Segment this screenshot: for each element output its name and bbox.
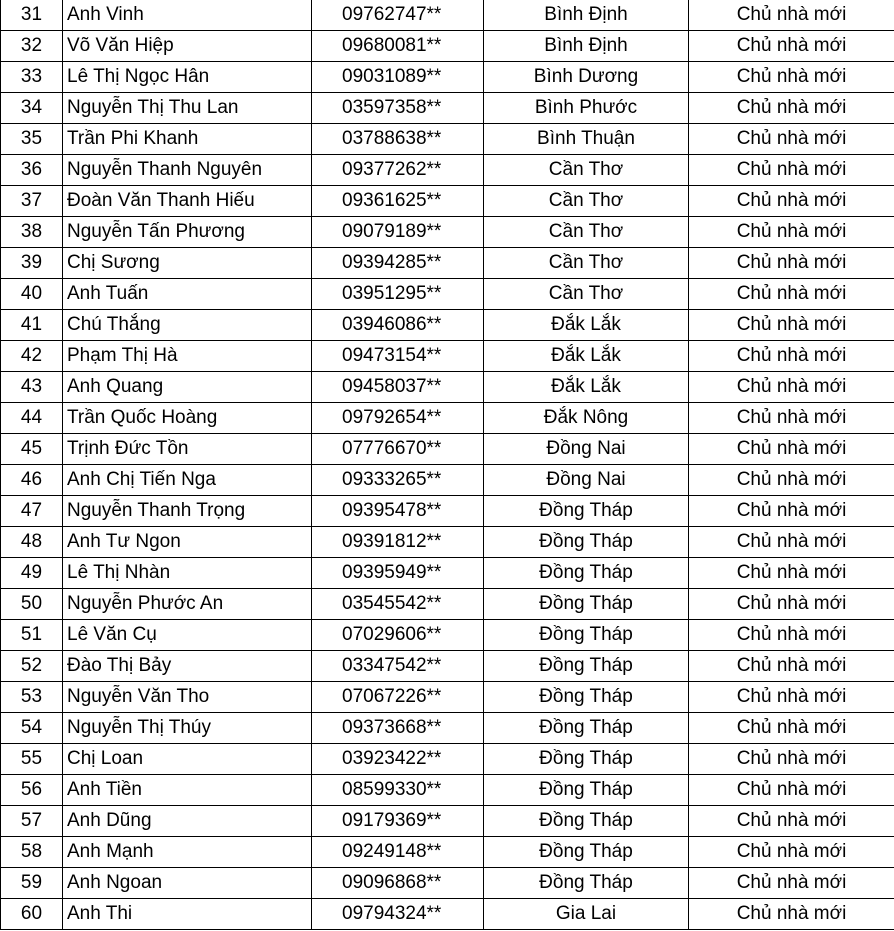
- customer-name-cell: Nguyễn Thị Thu Lan: [63, 93, 312, 124]
- customer-type-cell: Chủ nhà mới: [689, 31, 894, 62]
- table-row: [1, 310, 894, 341]
- row-number-cell: 36: [1, 155, 63, 186]
- row-number-cell: 46: [1, 465, 63, 496]
- phone-number-cell: 03545542**: [312, 589, 484, 620]
- customer-name-cell: Chú Thắng: [63, 310, 312, 341]
- customer-name-cell: Anh Mạnh: [63, 837, 312, 868]
- phone-number-cell: 03788638**: [312, 124, 484, 155]
- table-row: [1, 713, 894, 744]
- phone-number-cell: 09395949**: [312, 558, 484, 589]
- phone-number-cell: 09473154**: [312, 341, 484, 372]
- row-number-cell: 41: [1, 310, 63, 341]
- table-row: [1, 682, 894, 713]
- province-cell: Đồng Tháp: [484, 589, 689, 620]
- row-number-cell: 38: [1, 217, 63, 248]
- row-number-cell: 56: [1, 775, 63, 806]
- row-number-cell: 52: [1, 651, 63, 682]
- customer-name-cell: Nguyễn Tấn Phương: [63, 217, 312, 248]
- table-row: [1, 31, 894, 62]
- province-cell: Đồng Tháp: [484, 682, 689, 713]
- customer-type-cell: Chủ nhà mới: [689, 899, 894, 930]
- row-number-cell: 53: [1, 682, 63, 713]
- table-row: [1, 155, 894, 186]
- province-cell: Đắk Lắk: [484, 372, 689, 403]
- province-cell: Đồng Tháp: [484, 651, 689, 682]
- customer-name-cell: Chị Loan: [63, 744, 312, 775]
- province-cell: Cần Thơ: [484, 186, 689, 217]
- phone-number-cell: 09361625**: [312, 186, 484, 217]
- customer-name-cell: Anh Chị Tiến Nga: [63, 465, 312, 496]
- row-number-cell: 58: [1, 837, 63, 868]
- customer-name-cell: Lê Thị Ngọc Hân: [63, 62, 312, 93]
- phone-number-cell: 09680081**: [312, 31, 484, 62]
- customer-name-cell: Võ Văn Hiệp: [63, 31, 312, 62]
- province-cell: Đắk Lắk: [484, 341, 689, 372]
- customer-name-cell: Anh Tuấn: [63, 279, 312, 310]
- row-number-cell: 34: [1, 93, 63, 124]
- customer-type-cell: Chủ nhà mới: [689, 620, 894, 651]
- phone-number-cell: 07067226**: [312, 682, 484, 713]
- customer-type-cell: Chủ nhà mới: [689, 651, 894, 682]
- table-row: [1, 744, 894, 775]
- customer-type-cell: Chủ nhà mới: [689, 155, 894, 186]
- customer-type-cell: Chủ nhà mới: [689, 93, 894, 124]
- row-number-cell: 45: [1, 434, 63, 465]
- customer-name-cell: Anh Thi: [63, 899, 312, 930]
- customer-type-cell: Chủ nhà mới: [689, 248, 894, 279]
- customer-name-cell: Đoàn Văn Thanh Hiếu: [63, 186, 312, 217]
- table-row: [1, 868, 894, 899]
- customer-name-cell: Trần Quốc Hoàng: [63, 403, 312, 434]
- row-number-cell: 33: [1, 62, 63, 93]
- row-number-cell: 51: [1, 620, 63, 651]
- province-cell: Đắk Nông: [484, 403, 689, 434]
- customer-name-cell: Anh Dũng: [63, 806, 312, 837]
- row-number-cell: 31: [1, 0, 63, 31]
- customer-type-cell: Chủ nhà mới: [689, 62, 894, 93]
- phone-number-cell: 09395478**: [312, 496, 484, 527]
- province-cell: Đồng Tháp: [484, 558, 689, 589]
- table-row: [1, 124, 894, 155]
- table-row: [1, 620, 894, 651]
- customer-name-cell: Anh Vinh: [63, 0, 312, 31]
- table-row: [1, 372, 894, 403]
- table-row: [1, 341, 894, 372]
- phone-number-cell: 09391812**: [312, 527, 484, 558]
- province-cell: Bình Định: [484, 0, 689, 31]
- province-cell: Đồng Nai: [484, 434, 689, 465]
- table-row: [1, 217, 894, 248]
- customer-type-cell: Chủ nhà mới: [689, 558, 894, 589]
- customer-type-cell: Chủ nhà mới: [689, 0, 894, 31]
- province-cell: Đồng Tháp: [484, 868, 689, 899]
- row-number-cell: 39: [1, 248, 63, 279]
- row-number-cell: 54: [1, 713, 63, 744]
- customer-name-cell: Nguyễn Thanh Nguyên: [63, 155, 312, 186]
- row-number-cell: 35: [1, 124, 63, 155]
- phone-number-cell: 09762747**: [312, 0, 484, 31]
- province-cell: Đồng Tháp: [484, 744, 689, 775]
- customer-type-cell: Chủ nhà mới: [689, 372, 894, 403]
- table-row: [1, 558, 894, 589]
- phone-number-cell: 03597358**: [312, 93, 484, 124]
- phone-number-cell: 09031089**: [312, 62, 484, 93]
- customer-type-cell: Chủ nhà mới: [689, 403, 894, 434]
- customer-name-cell: Anh Tư Ngon: [63, 527, 312, 558]
- customer-type-cell: Chủ nhà mới: [689, 434, 894, 465]
- customer-name-cell: Anh Tiền: [63, 775, 312, 806]
- phone-number-cell: 09333265**: [312, 465, 484, 496]
- phone-number-cell: 03951295**: [312, 279, 484, 310]
- customer-type-cell: Chủ nhà mới: [689, 279, 894, 310]
- row-number-cell: 40: [1, 279, 63, 310]
- customer-type-cell: Chủ nhà mới: [689, 465, 894, 496]
- customer-type-cell: Chủ nhà mới: [689, 217, 894, 248]
- table-row: [1, 403, 894, 434]
- phone-number-cell: 09377262**: [312, 155, 484, 186]
- customer-type-cell: Chủ nhà mới: [689, 589, 894, 620]
- province-cell: Bình Dương: [484, 62, 689, 93]
- customer-type-cell: Chủ nhà mới: [689, 186, 894, 217]
- table-row: [1, 651, 894, 682]
- province-cell: Cần Thơ: [484, 279, 689, 310]
- province-cell: Đắk Lắk: [484, 310, 689, 341]
- table-row: [1, 434, 894, 465]
- province-cell: Đồng Nai: [484, 465, 689, 496]
- phone-number-cell: 09373668**: [312, 713, 484, 744]
- province-cell: Bình Phước: [484, 93, 689, 124]
- province-cell: Cần Thơ: [484, 217, 689, 248]
- province-cell: Gia Lai: [484, 899, 689, 930]
- table-row: [1, 279, 894, 310]
- table-row: [1, 186, 894, 217]
- table-row: [1, 837, 894, 868]
- province-cell: Bình Thuận: [484, 124, 689, 155]
- phone-number-cell: 03347542**: [312, 651, 484, 682]
- row-number-cell: 37: [1, 186, 63, 217]
- customer-name-cell: Trịnh Đức Tồn: [63, 434, 312, 465]
- customer-type-cell: Chủ nhà mới: [689, 868, 894, 899]
- phone-number-cell: 07029606**: [312, 620, 484, 651]
- row-number-cell: 49: [1, 558, 63, 589]
- customer-name-cell: Lê Thị Nhàn: [63, 558, 312, 589]
- row-number-cell: 48: [1, 527, 63, 558]
- customer-name-cell: Lê Văn Cụ: [63, 620, 312, 651]
- customer-type-cell: Chủ nhà mới: [689, 744, 894, 775]
- customer-type-cell: Chủ nhà mới: [689, 713, 894, 744]
- phone-number-cell: 09458037**: [312, 372, 484, 403]
- customer-name-cell: Nguyễn Phước An: [63, 589, 312, 620]
- customer-name-cell: Nguyễn Văn Tho: [63, 682, 312, 713]
- province-cell: Đồng Tháp: [484, 775, 689, 806]
- customer-type-cell: Chủ nhà mới: [689, 496, 894, 527]
- table-row: [1, 496, 894, 527]
- table-row: [1, 899, 894, 930]
- customer-type-cell: Chủ nhà mới: [689, 682, 894, 713]
- customer-type-cell: Chủ nhà mới: [689, 341, 894, 372]
- row-number-cell: 47: [1, 496, 63, 527]
- province-cell: Cần Thơ: [484, 248, 689, 279]
- phone-number-cell: 09792654**: [312, 403, 484, 434]
- province-cell: Đồng Tháp: [484, 620, 689, 651]
- table-body: [1, 0, 894, 930]
- phone-number-cell: 03923422**: [312, 744, 484, 775]
- table-row: [1, 465, 894, 496]
- customer-name-cell: Nguyễn Thanh Trọng: [63, 496, 312, 527]
- customer-type-cell: Chủ nhà mới: [689, 310, 894, 341]
- table-row: [1, 248, 894, 279]
- customer-type-cell: Chủ nhà mới: [689, 124, 894, 155]
- province-cell: Bình Định: [484, 31, 689, 62]
- phone-number-cell: 09179369**: [312, 806, 484, 837]
- customer-type-cell: Chủ nhà mới: [689, 806, 894, 837]
- customer-name-cell: Phạm Thị Hà: [63, 341, 312, 372]
- phone-number-cell: 09096868**: [312, 868, 484, 899]
- row-number-cell: 50: [1, 589, 63, 620]
- phone-number-cell: 09394285**: [312, 248, 484, 279]
- customer-type-cell: Chủ nhà mới: [689, 775, 894, 806]
- customer-type-cell: Chủ nhà mới: [689, 837, 894, 868]
- customer-name-cell: Nguyễn Thị Thúy: [63, 713, 312, 744]
- province-cell: Cần Thơ: [484, 155, 689, 186]
- row-number-cell: 44: [1, 403, 63, 434]
- province-cell: Đồng Tháp: [484, 527, 689, 558]
- phone-number-cell: 09079189**: [312, 217, 484, 248]
- row-number-cell: 57: [1, 806, 63, 837]
- phone-number-cell: 08599330**: [312, 775, 484, 806]
- table-row: [1, 0, 894, 31]
- table-row: [1, 62, 894, 93]
- province-cell: Đồng Tháp: [484, 806, 689, 837]
- customer-name-cell: Đào Thị Bảy: [63, 651, 312, 682]
- province-cell: Đồng Tháp: [484, 837, 689, 868]
- table-row: [1, 806, 894, 837]
- table-row: [1, 775, 894, 806]
- customer-name-cell: Trần Phi Khanh: [63, 124, 312, 155]
- province-cell: Đồng Tháp: [484, 713, 689, 744]
- table-row: [1, 589, 894, 620]
- customer-name-cell: Anh Quang: [63, 372, 312, 403]
- customer-name-cell: Anh Ngoan: [63, 868, 312, 899]
- row-number-cell: 32: [1, 31, 63, 62]
- table-row: [1, 527, 894, 558]
- phone-number-cell: 09249148**: [312, 837, 484, 868]
- customer-name-cell: Chị Sương: [63, 248, 312, 279]
- phone-number-cell: 09794324**: [312, 899, 484, 930]
- phone-number-cell: 07776670**: [312, 434, 484, 465]
- row-number-cell: 55: [1, 744, 63, 775]
- customer-type-cell: Chủ nhà mới: [689, 527, 894, 558]
- table-row: [1, 93, 894, 124]
- province-cell: Đồng Tháp: [484, 496, 689, 527]
- row-number-cell: 42: [1, 341, 63, 372]
- row-number-cell: 59: [1, 868, 63, 899]
- row-number-cell: 43: [1, 372, 63, 403]
- row-number-cell: 60: [1, 899, 63, 930]
- phone-number-cell: 03946086**: [312, 310, 484, 341]
